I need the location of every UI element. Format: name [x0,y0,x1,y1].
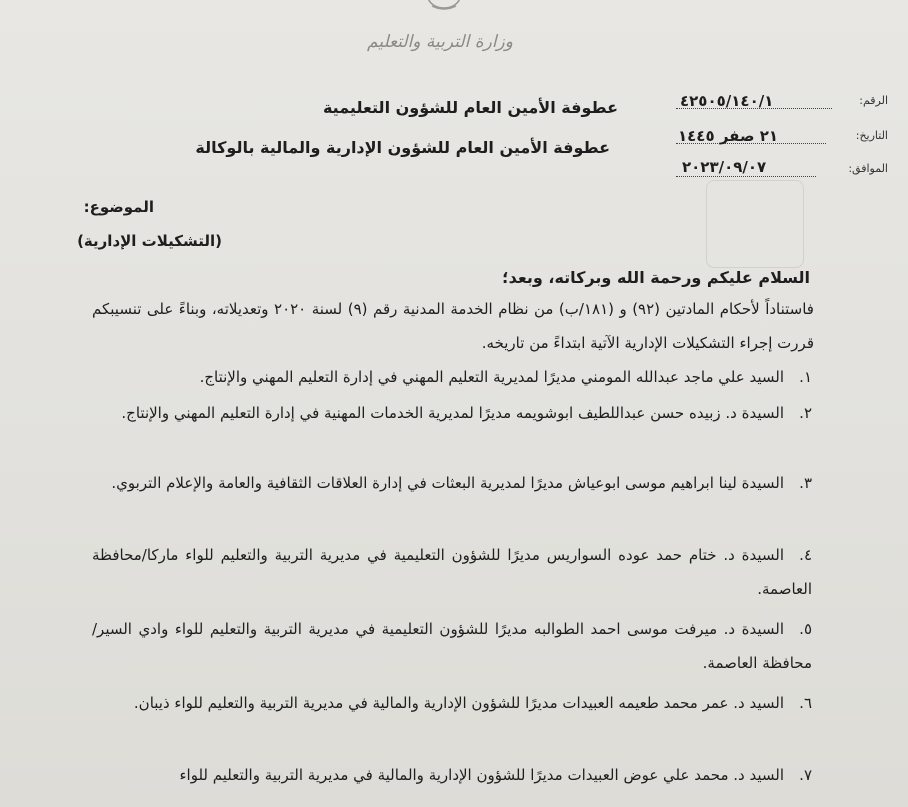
item-text: السيدة د. زبيده حسن عبداللطيف ابوشويمه مديرًا لمديرية الخدمات المهنية في إدارة التعليم المهني والإنتاج. [121,404,784,422]
item-number: ٦. [799,694,812,712]
ministry-name: وزارة التربية والتعليم [367,32,513,52]
reference-value: ٤٢٥٠٥/١٤٠/١ [680,92,774,110]
subject-label: الموضوع: [83,198,154,216]
gregorian-dots [676,176,816,177]
gregorian-label: الموافق: [848,162,888,175]
item-number: ٤. [799,546,812,564]
subject-value: (التشكيلات الإدارية) [77,232,222,250]
list-item [92,612,812,680]
addressee-line-2: عطوفة الأمين العام للشؤون الإدارية والمالية بالوكالة [195,138,610,157]
greeting: السلام عليكم ورحمة الله وبركاته، وبعد؛ [502,268,810,287]
list-item [92,466,812,500]
item-text: السيد علي ماجد عبدالله المومني مديرًا لمديرية التعليم المهني في إدارة التعليم المهني والإنتاج. [199,368,784,386]
reference-label: الرقم: [859,94,888,107]
item-text: السيدة د. ختام حمد عوده السواريس مديرًا للشؤون التعليمية في مديرية التربية والتعليم للواء ماركا/محافظة العاصمة. [92,546,812,598]
faint-stamp-mark [706,180,804,268]
item-text: السيدة لينا ابراهيم موسى ابوعياش مديرًا لمديرية البعثات في إدارة العلاقات الثقافية والعامة والإعلام التربوي. [111,474,784,492]
list-item [92,396,812,430]
addressee-line-1: عطوفة الأمين العام للشؤون التعليمية [322,98,618,117]
item-number: ٢. [799,404,812,422]
intro-paragraph: فاستناداً لأحكام المادتين (٩٢) و (١٨١/ب) من نظام الخدمة المدنية رقم (٩) لسنة ٢٠٢٠ وتعديلاته، وبناءً على تنسيبكم قررت إجراء التشكيلات الإدارية الآتية ابتداءً من تاريخه. [92,300,814,352]
item-text: السيد د. عمر محمد طعيمه العبيدات مديرًا للشؤون الإدارية والمالية في مديرية التربية والتعليم للواء ذيبان. [133,694,784,712]
date-value: ٢١ صفر ١٤٤٥ [678,127,779,145]
list-item [92,758,812,802]
item-number: ٥. [799,620,812,638]
item-number: ٧. [799,766,812,784]
item-number: ١. [799,368,812,386]
list-item [92,360,812,394]
item-text: السيدة د. ميرفت موسى احمد الطوالبه مديرًا للشؤون التعليمية في مديرية التربية والتعليم للواء وادي السير/محافظة العاصمة. [92,620,812,672]
item-number: ٣. [799,474,812,492]
date-label: التاريخ: [855,129,888,142]
crown-emblem-icon [422,0,466,12]
list-item [92,686,812,720]
item-text: السيد د. محمد علي عوض العبيدات مديرًا للشؤون الإدارية والمالية في مديرية التربية والتعليم للواء [179,766,784,784]
gregorian-value: ٢٠٢٣/٠٩/٠٧ [682,158,767,176]
list-item [92,538,812,606]
